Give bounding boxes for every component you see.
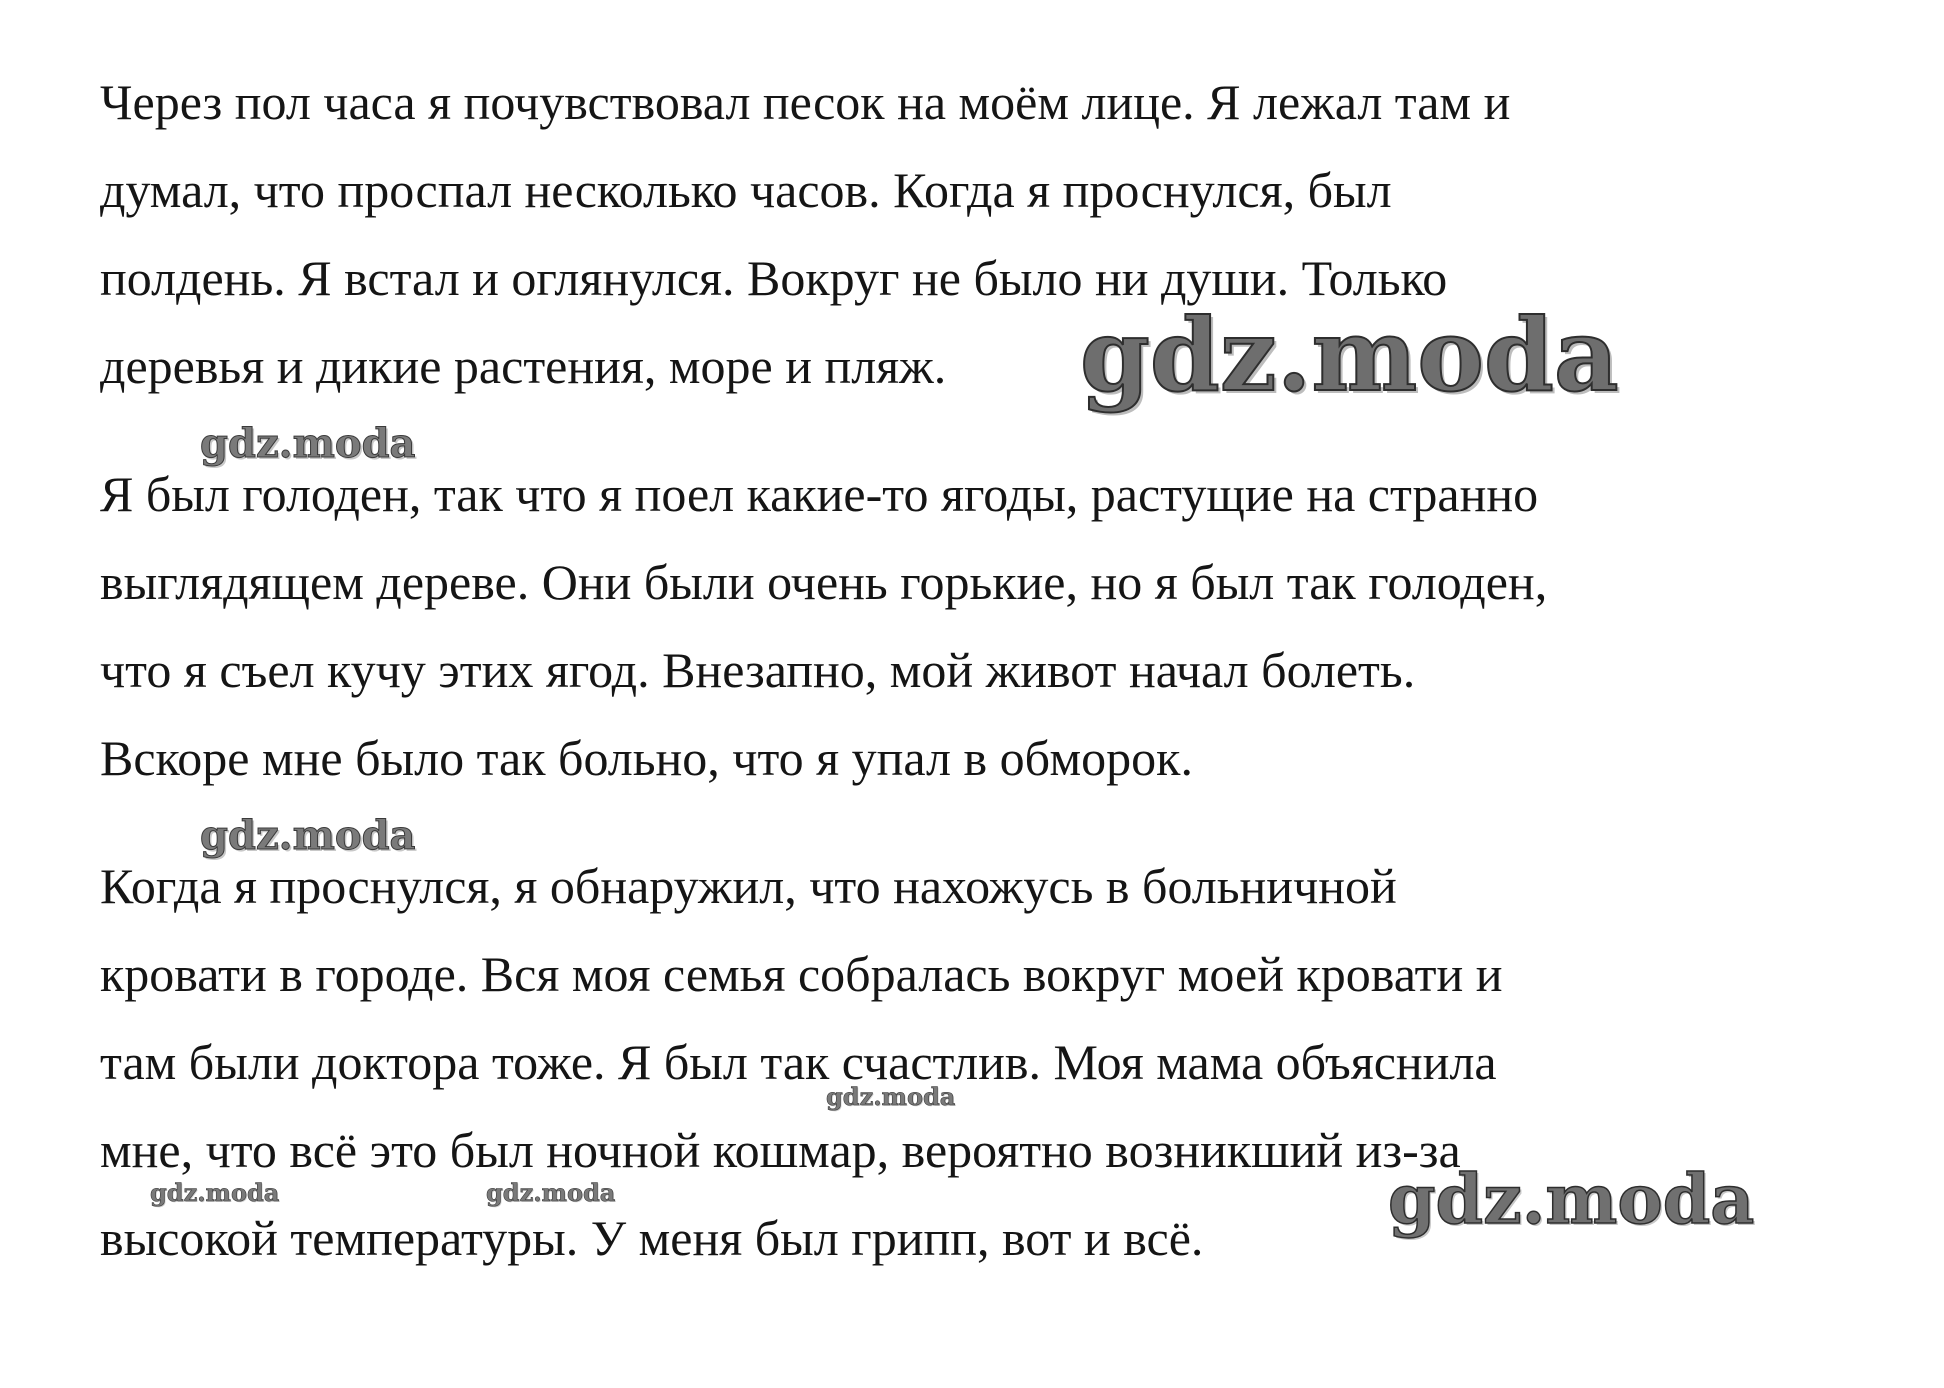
text-line: что я съел кучу этих ягод. Внезапно, мой живот начал болеть.: [100, 642, 1416, 698]
watermark-logo: gdz.moda: [1388, 1160, 1755, 1240]
watermark-logo: gdz.moda: [1080, 296, 1619, 414]
text-line: Через пол часа я почувствовал песок на моём лице. Я лежал там и: [100, 74, 1511, 130]
text-line: высокой температуры. У меня был грипп, вот и всё.: [100, 1210, 1204, 1266]
watermark-logo: gdz.moda: [486, 1178, 616, 1207]
text-line: выглядящем дереве. Они были очень горькие, но я был так голоден,: [100, 554, 1548, 610]
text-line: там были доктора тоже. Я был так счастлив. Моя мама объяснила: [100, 1034, 1497, 1090]
paragraph-2: [100, 450, 1900, 802]
watermark-logo: gdz.moda: [200, 420, 416, 467]
paragraph-1: [100, 58, 1900, 414]
text-line: мне, что всё это был ночной кошмар, вероятно возникший из-за: [100, 1122, 1461, 1178]
text-line: кровати в городе. Вся моя семья собралась вокруг моей кровати и: [100, 946, 1503, 1002]
text-line: Я был голоден, так что я поел какие-то ягоды, растущие на странно: [100, 466, 1539, 522]
text-line: думал, что проспал несколько часов. Когда я проснулся, был: [100, 162, 1392, 218]
text-line: Вскоре мне было так больно, что я упал в обморок.: [100, 730, 1193, 786]
text-line: Когда я проснулся, я обнаружил, что нахожусь в больничной: [100, 858, 1397, 914]
watermark-logo: gdz.moda: [150, 1178, 280, 1207]
watermark-logo: gdz.moda: [826, 1082, 956, 1111]
watermark-logo: gdz.moda: [200, 812, 416, 859]
text-line: деревья и дикие растения, море и пляж.: [100, 338, 947, 394]
document-text: [100, 58, 1900, 1282]
text-line: полдень. Я встал и оглянулся. Вокруг не было ни души. Только: [100, 250, 1448, 306]
